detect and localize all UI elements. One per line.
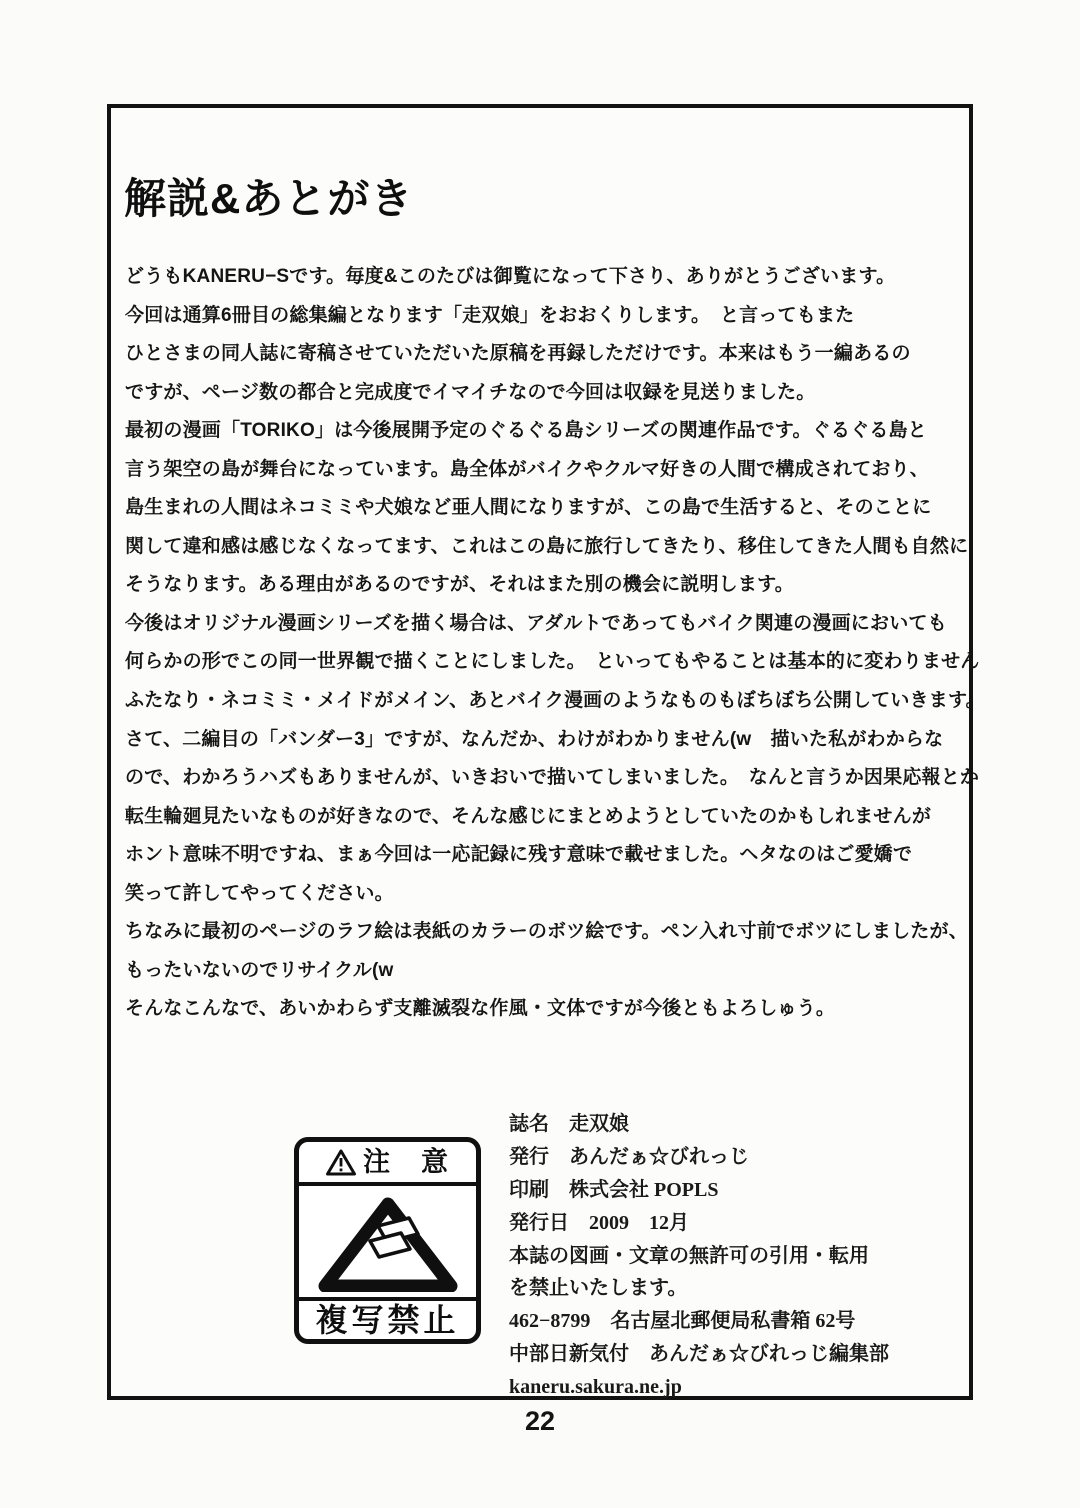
colophon-line-website: kaneru.sakura.ne.jp: [509, 1376, 682, 1399]
stamp-caution-band: [299, 1142, 476, 1186]
body-text-line: 今回は通算6冊目の総集編となります「走双娘」をおおくりします。 と言ってもまた: [125, 304, 855, 326]
body-text-line: ですが、ページ数の都合と完成度でイマイチなので今回は収録を見送りました。: [125, 381, 816, 403]
page-title: 解説&あとがき: [124, 175, 414, 222]
body-text-line: 島生まれの人間はネコミミや犬娘など亜人間になりますが、この島で生活すると、そのことに: [125, 497, 932, 519]
colophon-line-printer: 印刷 株式会社 POPLS: [509, 1178, 719, 1201]
page-number: 22: [524, 1406, 556, 1436]
body-text-line: 最初の漫画「TORIKO」は今後展開予定のぐるぐる島シリーズの関連作品です。ぐるぐる島と: [125, 420, 927, 442]
colophon-line-notice-1: 本誌の図画・文章の無許可の引用・転用: [509, 1244, 869, 1267]
body-text-line: もったいないのでリサイクル(w: [125, 959, 394, 981]
colophon-line-publish-date: 発行日 2009 12月: [509, 1211, 689, 1234]
body-text-line: どうもKANERU−Sです。毎度&このたびは御覧になって下さり、ありがとうございます。: [125, 266, 896, 287]
body-text-line: 関して違和感は感じなくなってます、これはこの島に旅行してきたり、移住してきた人間も自然に: [125, 535, 969, 557]
warning-triangle-icon: [325, 1148, 357, 1177]
stamp-pictogram-area: [299, 1186, 476, 1297]
colophon-line-magazine-title: 誌名 走双娘: [509, 1113, 629, 1135]
no-copy-stamp: [294, 1137, 481, 1344]
body-text-line: 転生輪廻見たいなものが好きなので、そんな感じにまとめようとしていたのかもしれませんが: [125, 805, 932, 827]
colophon-line-address-2: 中部日新気付 あんだぁ☆びれっじ編集部: [509, 1343, 889, 1366]
body-text-line: そうなります。ある理由があるのですが、それはまた別の機会に説明します。: [125, 574, 794, 596]
afterword-text: [125, 258, 985, 1029]
body-text-line: 笑って許してやってください。: [125, 882, 394, 904]
body-text-line: 言う架空の島が舞台になっています。島全体がバイクやクルマ好きの人間で構成されており、: [125, 458, 929, 480]
colophon-line-notice-2: を禁止いたします。: [509, 1277, 688, 1300]
body-text-line: さて、二編目の「バンダー3」ですが、なんだか、わけがわかりません(w 描いた私がわからな: [125, 728, 944, 750]
body-text-line: そんなこんなで、あいかわらず支離滅裂な作風・文体ですが今後ともよろしゅう。: [125, 998, 836, 1020]
body-text-line: 今後はオリジナル漫画シリーズを描く場合は、アダルトであってもバイク関連の漫画においても: [125, 612, 947, 634]
copy-prohibited-icon: [312, 1192, 464, 1292]
body-text-line: ふたなり・ネコミミ・メイドがメイン、あとバイク漫画のようなものもぼちぼち公開していきます。: [125, 690, 985, 712]
body-text-line: ホント意味不明ですね、まぁ今回は一応記録に残す意味で載せました。ヘタなのはご愛嬌で: [125, 844, 913, 866]
body-text-line: ちなみに最初のページのラフ絵は表紙のカラーのボツ絵です。ペン入れ寸前でボツにしましたが、: [125, 921, 968, 943]
body-text-line: 何らかの形でこの同一世界観で描くことにしました。 といってもやることは基本的に変わりません: [125, 651, 980, 673]
colophon: [509, 1108, 969, 1404]
colophon-line-publisher: 発行 あんだぁ☆びれっじ: [509, 1145, 749, 1168]
stamp-caution-label: 注 意: [363, 1146, 450, 1177]
stamp-no-copy-label: 複写禁止: [299, 1297, 476, 1339]
body-text-line: ので、わかろうハズもありませんが、いきおいで描いてしまいました。 なんと言うか因果応報とか: [125, 767, 980, 789]
colophon-line-address-1: 462−8799 名古屋北郵便局私書箱 62号: [509, 1310, 856, 1333]
page-border-frame: [107, 104, 985, 1400]
body-text-line: ひとさまの同人誌に寄稿させていただいた原稿を再録しただけです。本来はもう一編あるの: [125, 343, 911, 365]
